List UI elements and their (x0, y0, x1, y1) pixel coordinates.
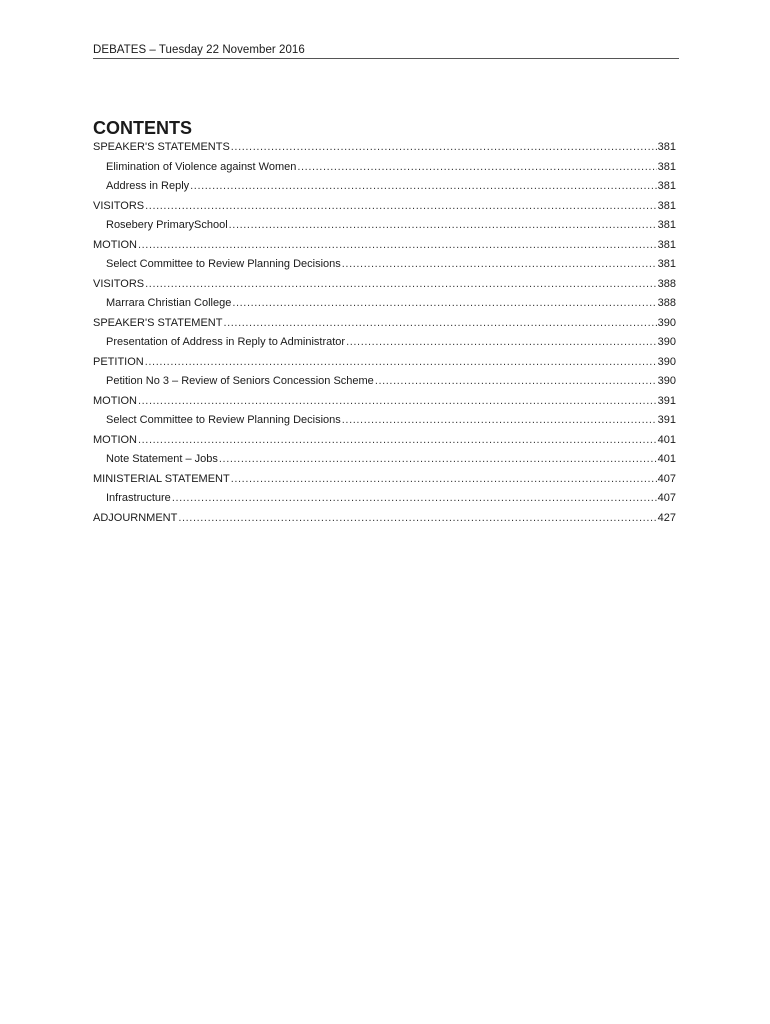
toc-entry-label: Rosebery PrimarySchool (106, 219, 228, 231)
toc-page-number: 381 (657, 141, 676, 153)
toc-dot-leader (145, 353, 657, 373)
toc-dot-leader (232, 294, 656, 314)
toc-page-number: 407 (657, 492, 676, 504)
toc-section-entry[interactable] (93, 509, 676, 529)
toc-section-entry[interactable] (93, 470, 676, 490)
toc-page-number: 381 (657, 199, 676, 212)
toc-subsection-entry[interactable] (93, 255, 676, 275)
toc-subsection-entry[interactable] (93, 216, 676, 236)
toc-dot-leader (219, 450, 657, 470)
toc-subsection-entry[interactable] (93, 489, 676, 509)
toc-entry-label: MOTION (93, 394, 137, 407)
toc-section-entry[interactable] (93, 275, 676, 295)
toc-entry-label: Select Committee to Review Planning Decisions (106, 258, 341, 270)
toc-section-entry[interactable] (93, 138, 676, 158)
toc-subsection-entry[interactable] (93, 333, 676, 353)
toc-page-number: 381 (657, 219, 676, 231)
toc-page-number: 391 (657, 414, 676, 426)
toc-dot-leader (138, 392, 657, 412)
toc-entry-label: MOTION (93, 433, 137, 446)
toc-page-number: 388 (657, 277, 676, 290)
toc-dot-leader (297, 158, 656, 178)
toc-entry-label: ADJOURNMENT (93, 511, 178, 524)
toc-subsection-entry[interactable] (93, 450, 676, 470)
toc-page-number: 427 (657, 511, 676, 524)
toc-entry-label: Marrara Christian College (106, 297, 232, 309)
toc-dot-leader (190, 177, 656, 197)
toc-dot-leader (375, 372, 657, 392)
toc-page-number: 390 (657, 336, 676, 348)
toc-page-number: 388 (657, 297, 676, 309)
toc-entry-label: VISITORS (93, 277, 145, 290)
toc-entry-label: SPEAKER'S STATEMENTS (93, 141, 230, 153)
toc-page-number: 390 (657, 355, 676, 368)
toc-section-entry[interactable] (93, 314, 676, 334)
toc-dot-leader (138, 236, 657, 256)
toc-entry-label: Elimination of Violence against Women (106, 160, 297, 173)
toc-dot-leader (138, 431, 657, 451)
toc-dot-leader (342, 255, 657, 275)
toc-subsection-entry[interactable] (93, 177, 676, 197)
toc-section-entry[interactable] (93, 392, 676, 412)
toc-dot-leader (346, 333, 657, 353)
toc-page-number: 390 (657, 316, 676, 329)
toc-dot-leader (342, 411, 657, 431)
toc-entry-label: VISITORS (93, 199, 145, 212)
running-header: DEBATES – Tuesday 22 November 2016 (93, 43, 679, 59)
toc-dot-leader (231, 138, 657, 158)
toc-page-number: 407 (657, 472, 676, 485)
toc-page-number: 381 (657, 238, 676, 251)
toc-dot-leader (145, 197, 656, 217)
toc-section-entry[interactable] (93, 197, 676, 217)
toc-section-entry[interactable] (93, 236, 676, 256)
toc-entry-label: Infrastructure (106, 492, 171, 504)
toc-subsection-entry[interactable] (93, 411, 676, 431)
toc-entry-label: Address in Reply (106, 180, 190, 192)
toc-entry-label: MOTION (93, 238, 137, 251)
toc-entry-label: Petition No 3 – Review of Seniors Concession Scheme (106, 375, 374, 387)
toc-dot-leader (231, 470, 657, 490)
toc-page-number: 401 (657, 433, 676, 446)
toc-page-number: 391 (657, 394, 676, 407)
toc-subsection-entry[interactable] (93, 372, 676, 392)
toc-page-number: 401 (657, 453, 676, 465)
toc-page-number: 381 (657, 258, 676, 270)
toc-page-number: 381 (657, 180, 676, 192)
toc-subsection-entry[interactable] (93, 158, 676, 178)
toc-page-number: 390 (657, 375, 676, 387)
table-of-contents (93, 138, 676, 528)
toc-dot-leader (172, 489, 657, 509)
toc-page-number: 381 (657, 160, 676, 173)
toc-section-entry[interactable] (93, 431, 676, 451)
toc-entry-label: MINISTERIAL STATEMENT (93, 472, 230, 485)
toc-entry-label: Presentation of Address in Reply to Administrator (106, 336, 346, 348)
toc-entry-label: Note Statement – Jobs (106, 453, 218, 465)
toc-dot-leader (229, 216, 657, 236)
toc-subsection-entry[interactable] (93, 294, 676, 314)
toc-dot-leader (178, 509, 656, 529)
toc-dot-leader (145, 275, 656, 295)
toc-section-entry[interactable] (93, 353, 676, 373)
toc-entry-label: PETITION (93, 355, 144, 368)
toc-dot-leader (223, 314, 656, 334)
toc-entry-label: Select Committee to Review Planning Decisions (106, 414, 341, 426)
contents-title: CONTENTS (93, 118, 192, 138)
toc-entry-label: SPEAKER'S STATEMENT (93, 316, 223, 329)
